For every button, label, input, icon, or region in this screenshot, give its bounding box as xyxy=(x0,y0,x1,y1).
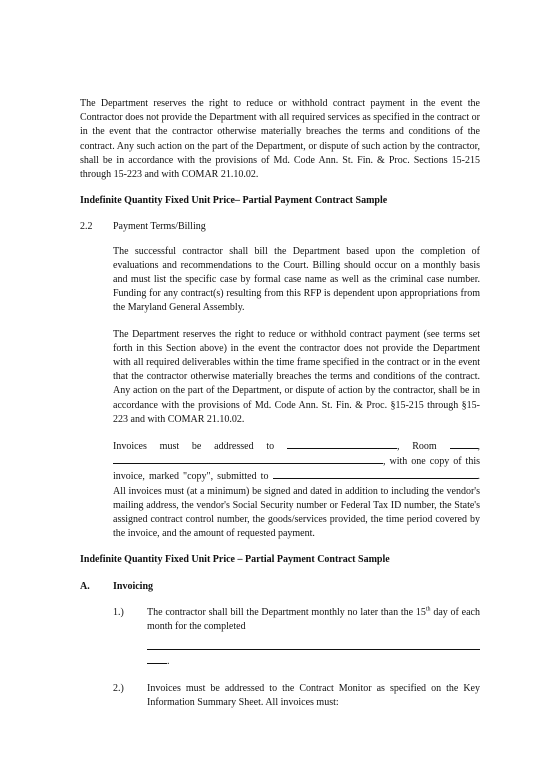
item-number: 2.) xyxy=(113,682,124,694)
invoice-text-e: . All invoices must (at a minimum) be signed and dated in addition to including the vendor's mailing address, the vendor's Social Security number or Federal Tax ID number, the State's assigned contract control number, the goods/services provided, the time period covered by the invoice, and the amount of requested payment. xyxy=(113,471,481,540)
withhold-paragraph: The Department reserves the right to reduce or withhold contract payment (see terms set forth in this Section above) in the event the contractor does not provide the Department with all required deliverables within the time frame specified in the contract or in the event that the contractor otherwise materially breaches the terms and conditions of the contract. Any action on the part of the Department, or dispute of action by the contractor, shall be in accordance with the provisions of Md. Code Ann. St. Fin. & Proc. §15-215 through §15-223 and with COMAR 21.10.02. xyxy=(113,328,480,425)
ordinal-suffix: th xyxy=(425,606,431,613)
section-a-label: A. xyxy=(80,580,90,592)
section-a-header xyxy=(80,580,480,594)
blank-addressee xyxy=(287,439,397,449)
section-number: 2.2 xyxy=(80,221,93,233)
item-text: Invoices must be addressed to the Contract Monitor as specified on the Key Information Summary Sheet. All invoices must: xyxy=(147,682,480,708)
item-number: 1.) xyxy=(113,606,124,618)
invoice-text-a: Invoices must be addressed to xyxy=(113,441,275,453)
section-2-2-header xyxy=(80,220,480,234)
item-text-b: day of each month for the completed xyxy=(147,606,480,633)
heading-partial-payment-2: Indefinite Quantity Fixed Unit Price – Partial Payment Contract Sample xyxy=(80,554,390,566)
section-a-title: Invoicing xyxy=(113,580,154,592)
item-text xyxy=(147,606,480,670)
blank-room xyxy=(450,439,478,449)
blank-copy-recipient xyxy=(273,469,478,479)
blank-completed-work xyxy=(147,640,480,650)
billing-paragraph: The successful contractor shall bill the Department based upon the completion of evaluations and recommendations to the Court. Billing should occur on a monthly basis and must list the specific case by formal case name as well as the criminal case number. Funding for any contract(s) resulting from this RFP is dependent upon appropriations from the Maryland General Assembly. xyxy=(113,245,480,314)
section-2-2-body xyxy=(113,245,480,542)
invoice-text-d: , with one copy of this invoice, marked "copy", submitted to xyxy=(113,456,480,483)
invoice-address-paragraph xyxy=(113,439,480,541)
list-item xyxy=(113,606,480,670)
item-text-c: . xyxy=(167,656,170,668)
invoice-text-c: , xyxy=(477,441,480,453)
item-text-a: The contractor shall bill the Department monthly no later than the 15 xyxy=(147,606,426,618)
blank-short xyxy=(147,654,167,664)
heading-partial-payment-1: Indefinite Quantity Fixed Unit Price– Partial Payment Contract Sample xyxy=(80,195,388,207)
blank-address xyxy=(113,454,383,464)
section-title: Payment Terms/Billing xyxy=(113,221,206,233)
intro-paragraph: The Department reserves the right to reduce or withhold contract payment in the event the Contractor does not provide the Department with all required services as specified in the contract or in the event that the contractor otherwise materially breaches the terms and conditions of the contract. Any such action on the part of the Department, or dispute of such action by the contractor, shall be in accordance with the provisions of Md. Code Ann. St. Fin. & Proc. Sections 15-215 through 15-223 and with COMAR 21.10.02. xyxy=(80,98,480,181)
invoice-text-b: , Room xyxy=(396,441,437,453)
list-item xyxy=(113,682,480,710)
